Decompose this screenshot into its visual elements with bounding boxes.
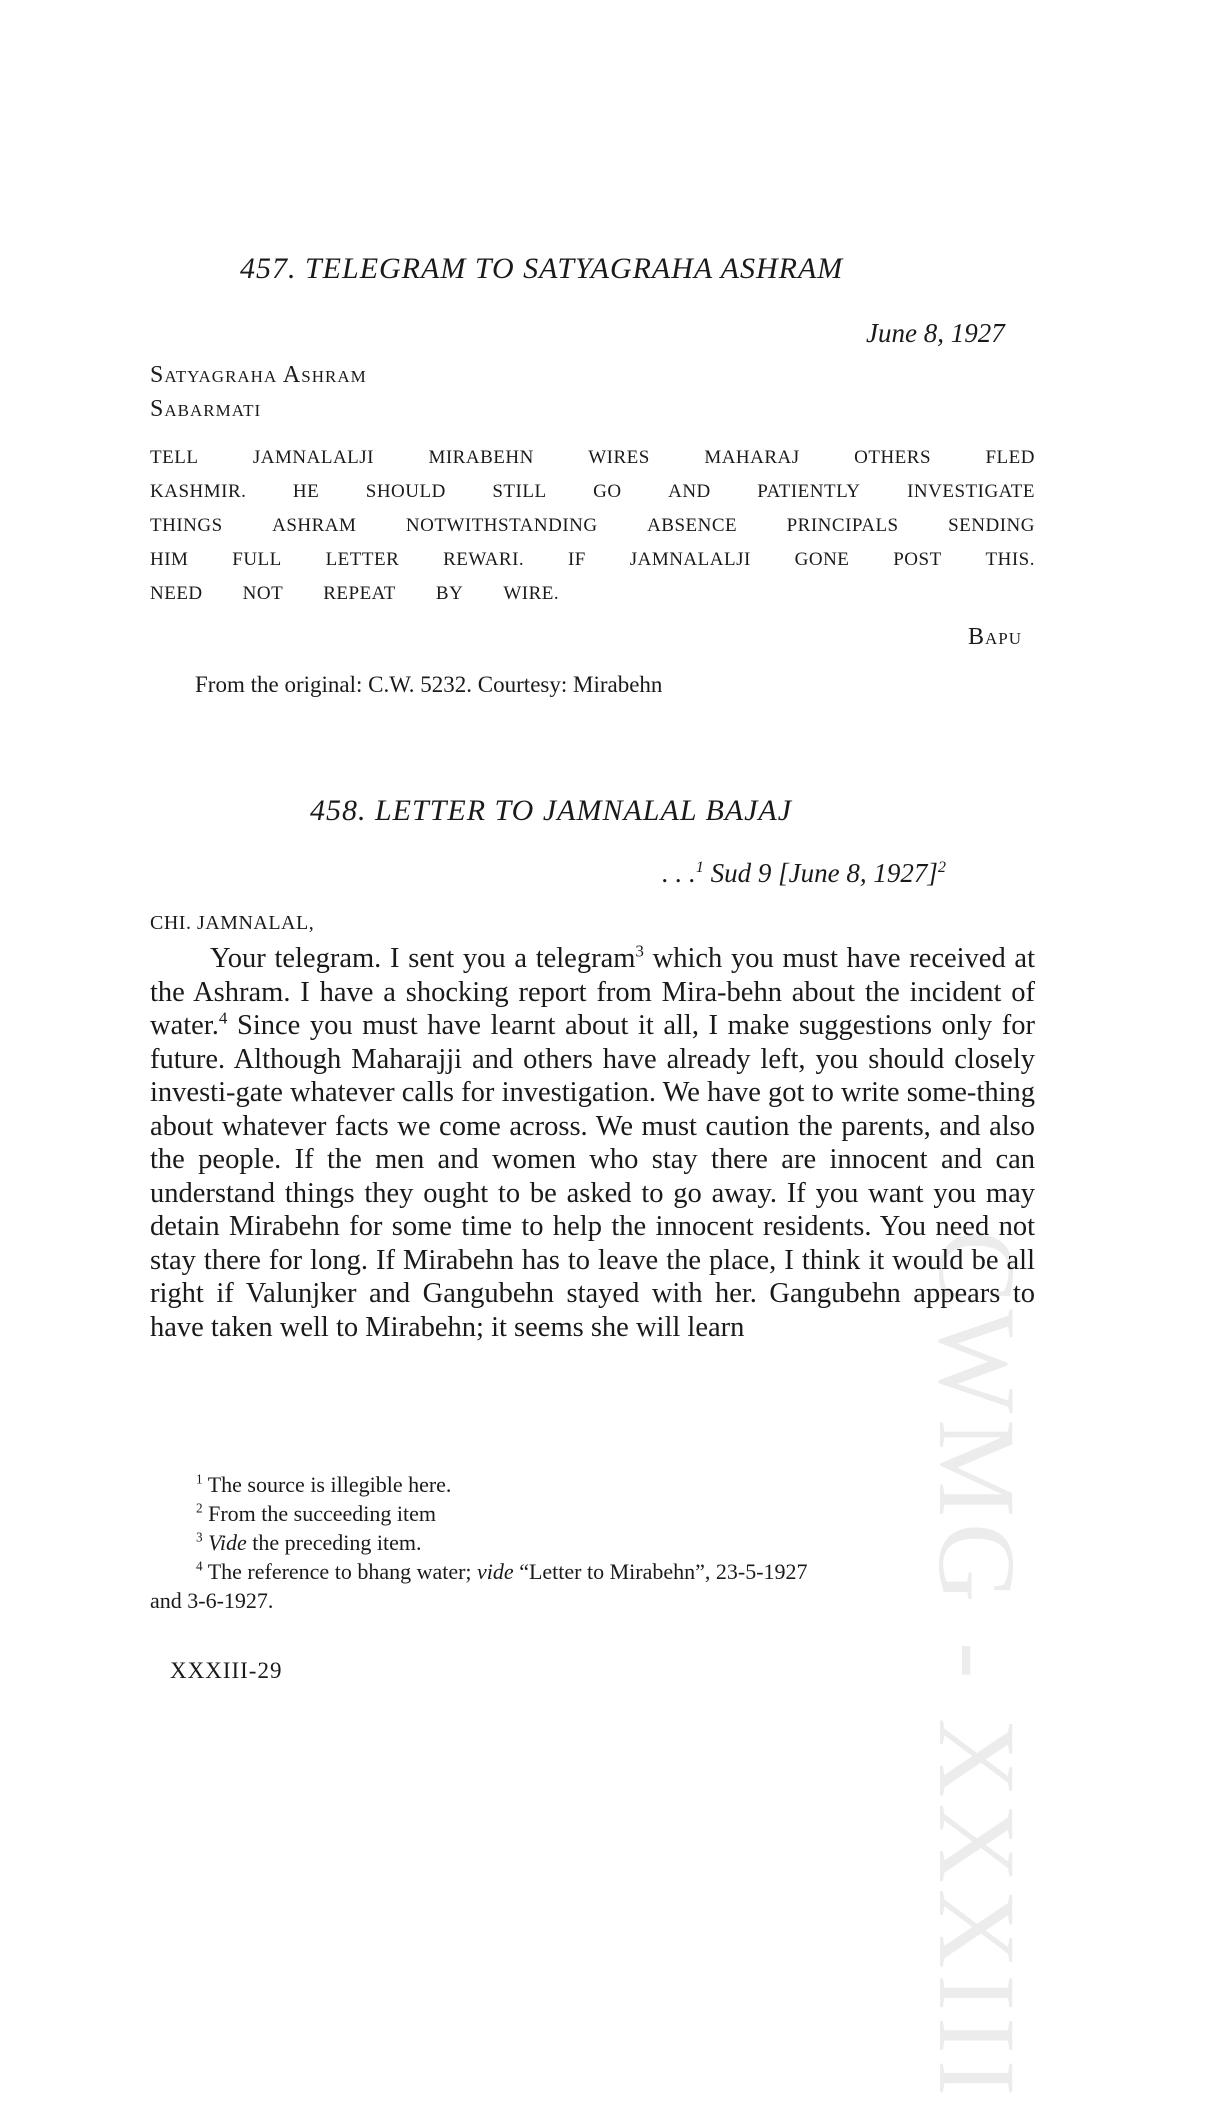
footnote-4-text-a: The reference to bhang water;: [202, 1559, 478, 1584]
signature: Bapu: [968, 624, 1023, 650]
telegram-word: JAMNALALJI: [252, 447, 374, 468]
footnote-4: [150, 1557, 1045, 1586]
footnotes: [150, 1470, 1045, 1615]
footnote-2-text: From the succeeding item: [202, 1501, 436, 1526]
telegram-word: LETTER: [325, 549, 400, 570]
telegram-line: [150, 481, 1035, 503]
page-number: XXXIII-29: [170, 1658, 283, 1683]
footnote-1-number: 1: [196, 1471, 203, 1487]
body-part-1: Your telegram. I sent you a telegram: [210, 943, 636, 974]
footnote-3-number: 3: [196, 1529, 203, 1545]
telegram-word: KASHMIR.: [150, 481, 247, 502]
heading-457: 457. TELEGRAM TO SATYAGRAHA ASHRAM: [240, 252, 844, 285]
telegram-word: THINGS: [150, 515, 223, 536]
telegram-word: ASHRAM: [272, 515, 357, 536]
telegram-word: BY: [435, 583, 464, 604]
telegram-word: POST: [893, 549, 942, 570]
address-line-2: Sabarmati: [150, 396, 262, 422]
date-text: Sud 9 [June 8, 1927]: [703, 858, 938, 888]
telegram-word: GONE: [794, 549, 850, 570]
telegram-word: HIM: [150, 549, 189, 570]
date-458: [662, 858, 946, 889]
telegram-word: THIS.: [985, 549, 1035, 570]
telegram-word: INVESTIGATE: [907, 481, 1035, 502]
telegram-word: REWARI.: [443, 549, 525, 570]
heading-458: 458. LETTER TO JAMNALAL BAJAJ: [310, 794, 793, 827]
telegram-word: ABSENCE: [647, 515, 738, 536]
telegram-word: MAHARAJ: [704, 447, 800, 468]
telegram-line: [150, 549, 1035, 571]
telegram-word: SENDING: [948, 515, 1035, 536]
source-note: From the original: C.W. 5232. Courtesy: Mirabehn: [195, 672, 663, 697]
telegram-word: HE: [292, 481, 320, 502]
telegram-word: NOT: [242, 583, 284, 604]
footnote-3-text: the preceding item.: [246, 1530, 422, 1555]
footnote-1: [150, 1470, 1045, 1499]
telegram-word: FULL: [232, 549, 282, 570]
telegram-word: JAMNALALJI: [629, 549, 751, 570]
telegram-word: SHOULD: [365, 481, 446, 502]
footnote-1-text: The source is illegible here.: [202, 1472, 452, 1497]
telegram-word: TELL: [150, 447, 199, 468]
date-ellipsis: . . .: [662, 858, 696, 888]
watermark: CWMG - XXXIII: [916, 1230, 1038, 2102]
telegram-word: NOTWITHSTANDING: [405, 515, 598, 536]
body-part-2: which you must have received at the Ashram. I have a shocking report from Mira-behn about the incident of water.: [150, 943, 1035, 1041]
footnote-ref-4: 4: [218, 1008, 228, 1028]
telegram-line: [150, 515, 1035, 537]
date-457: June 8, 1927: [866, 318, 1005, 348]
telegram-word: PATIENTLY: [757, 481, 861, 502]
footnote-4-vide: vide: [477, 1559, 514, 1584]
telegram-word: AND: [668, 481, 711, 502]
telegram-word: NEED: [150, 583, 203, 604]
footnote-4-text-b: “Letter to Mirabehn”, 23-5-1927: [513, 1559, 808, 1584]
footnote-ref-2: 2: [937, 858, 946, 876]
footnote-3-vide: Vide: [208, 1530, 247, 1555]
telegram-line: [150, 447, 1035, 469]
footnote-ref-3: 3: [635, 941, 644, 961]
body-part-3: Since you must have learnt about it all, I make suggestions only for future. Although Maharajji and others have already left, you should closely investi-gate whatever calls for investigation. We have got to write some-thing about whatever facts we come across. We must caution the parents, and also the people. If the men and women who stay there are innocent and can understand things they ought to be asked to go away. If you want you may detain Mirabehn for some time to help the innocent residents. You need not stay there for long. If Mirabehn has to leave the place, I think it would be all right if Valunjker and Gangubehn stayed with her. Gangubehn appears to have taken well to Mirabehn; it seems she will learn: [150, 1010, 1035, 1343]
telegram-word: GO: [593, 481, 622, 502]
telegram-word: OTHERS: [854, 447, 932, 468]
salutation: CHI. JAMNALAL,: [150, 912, 315, 934]
footnote-3: [150, 1528, 1045, 1557]
address-line-1: Satyagraha Ashram: [150, 362, 367, 388]
footnote-2-number: 2: [196, 1500, 203, 1516]
footnote-4-number: 4: [196, 1558, 203, 1574]
telegram-word: WIRES: [588, 447, 650, 468]
telegram-word: FLED: [985, 447, 1035, 468]
footnote-ref-1: 1: [695, 858, 704, 876]
letter-body: [150, 942, 1035, 1344]
telegram-word: STILL: [492, 481, 547, 502]
telegram-word: REPEAT: [323, 583, 396, 604]
telegram-word: WIRE.: [503, 583, 560, 604]
telegram-line: [150, 583, 599, 605]
footnote-2: [150, 1499, 1045, 1528]
telegram-word: MIRABEHN: [428, 447, 534, 468]
telegram-word: IF: [567, 549, 586, 570]
footnote-4-continuation: and 3-6-1927.: [150, 1588, 274, 1613]
telegram-word: PRINCIPALS: [786, 515, 899, 536]
